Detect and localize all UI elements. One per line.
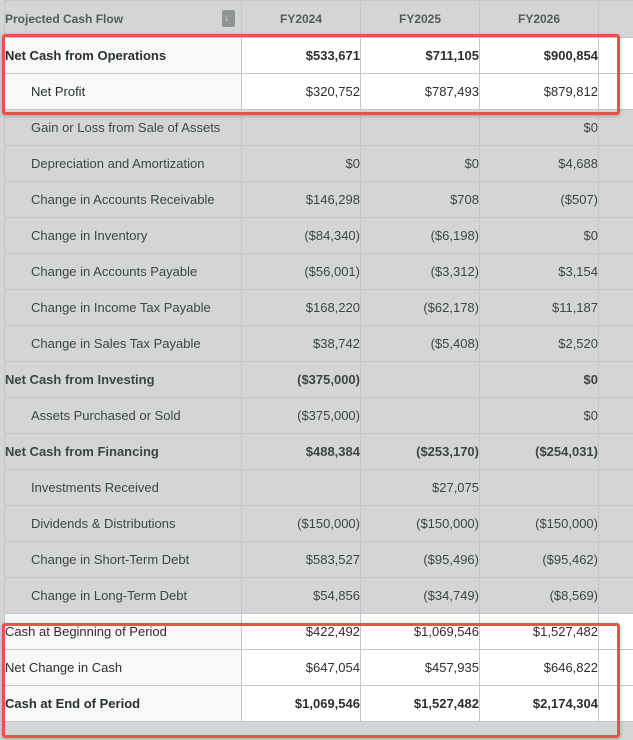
table-title-text: Projected Cash Flow bbox=[5, 12, 124, 26]
row-label: Cash at End of Period bbox=[5, 686, 242, 722]
row-label: Change in Inventory bbox=[5, 218, 242, 254]
row-label: Net Change in Cash bbox=[5, 650, 242, 686]
row-label: Assets Purchased or Sold bbox=[5, 398, 242, 434]
empty-cell bbox=[599, 578, 633, 614]
column-header-fy2025: FY2025 bbox=[361, 1, 480, 38]
row-value: $168,220 bbox=[242, 290, 361, 326]
row-label: Gain or Loss from Sale of Assets bbox=[5, 110, 242, 146]
table-row bbox=[5, 650, 633, 686]
row-value: $38,742 bbox=[242, 326, 361, 362]
empty-cell bbox=[599, 398, 633, 434]
row-value: $2,174,304 bbox=[480, 686, 599, 722]
row-value: $879,812 bbox=[480, 74, 599, 110]
row-value: ($150,000) bbox=[242, 506, 361, 542]
table-row bbox=[5, 362, 633, 398]
row-value: $146,298 bbox=[242, 182, 361, 218]
row-value bbox=[361, 110, 480, 146]
row-label: Depreciation and Amortization bbox=[5, 146, 242, 182]
row-label: Change in Income Tax Payable bbox=[5, 290, 242, 326]
empty-cell bbox=[599, 650, 633, 686]
row-value: $1,069,546 bbox=[242, 686, 361, 722]
empty-cell bbox=[599, 38, 633, 74]
row-label: Dividends & Distributions bbox=[5, 506, 242, 542]
row-value bbox=[242, 470, 361, 506]
row-value: $533,671 bbox=[242, 38, 361, 74]
row-value: ($62,178) bbox=[361, 290, 480, 326]
row-value: ($6,198) bbox=[361, 218, 480, 254]
row-value: ($507) bbox=[480, 182, 599, 218]
empty-cell bbox=[599, 218, 633, 254]
row-label: Change in Long-Term Debt bbox=[5, 578, 242, 614]
column-header-fy2024: FY2024 bbox=[242, 1, 361, 38]
table-row bbox=[5, 290, 633, 326]
table-title bbox=[5, 1, 242, 38]
cash-flow-table bbox=[4, 0, 633, 722]
row-value: ($95,462) bbox=[480, 542, 599, 578]
row-value: $0 bbox=[480, 110, 599, 146]
row-label: Net Cash from Financing bbox=[5, 434, 242, 470]
table-row bbox=[5, 326, 633, 362]
row-value bbox=[480, 470, 599, 506]
row-value bbox=[361, 362, 480, 398]
table-row bbox=[5, 254, 633, 290]
empty-cell bbox=[599, 434, 633, 470]
row-value: $4,688 bbox=[480, 146, 599, 182]
row-value: $488,384 bbox=[242, 434, 361, 470]
table-row bbox=[5, 38, 633, 74]
empty-cell bbox=[599, 74, 633, 110]
table-row bbox=[5, 398, 633, 434]
row-value: ($375,000) bbox=[242, 362, 361, 398]
empty-cell bbox=[599, 290, 633, 326]
table-row bbox=[5, 578, 633, 614]
row-label: Net Cash from Operations bbox=[5, 38, 242, 74]
header-row bbox=[5, 1, 633, 38]
table-row bbox=[5, 182, 633, 218]
download-file-icon[interactable] bbox=[222, 10, 235, 27]
empty-cell bbox=[599, 470, 633, 506]
table-row bbox=[5, 686, 633, 722]
row-label: Change in Short-Term Debt bbox=[5, 542, 242, 578]
table-row bbox=[5, 218, 633, 254]
empty-header-cell bbox=[599, 1, 633, 38]
row-value: ($254,031) bbox=[480, 434, 599, 470]
row-value: $0 bbox=[242, 146, 361, 182]
row-value: $422,492 bbox=[242, 614, 361, 650]
row-value: $54,856 bbox=[242, 578, 361, 614]
table-row bbox=[5, 146, 633, 182]
row-value: $711,105 bbox=[361, 38, 480, 74]
row-value: $646,822 bbox=[480, 650, 599, 686]
row-value: ($34,749) bbox=[361, 578, 480, 614]
column-header-fy2026: FY2026 bbox=[480, 1, 599, 38]
row-value: $787,493 bbox=[361, 74, 480, 110]
row-value bbox=[361, 398, 480, 434]
row-value: $0 bbox=[361, 146, 480, 182]
row-value: ($84,340) bbox=[242, 218, 361, 254]
row-label: Cash at Beginning of Period bbox=[5, 614, 242, 650]
row-value: ($56,001) bbox=[242, 254, 361, 290]
empty-cell bbox=[599, 182, 633, 218]
table-row bbox=[5, 110, 633, 146]
row-value: $647,054 bbox=[242, 650, 361, 686]
row-value: $1,069,546 bbox=[361, 614, 480, 650]
row-label: Investments Received bbox=[5, 470, 242, 506]
row-value: ($8,569) bbox=[480, 578, 599, 614]
table-row bbox=[5, 434, 633, 470]
empty-cell bbox=[599, 254, 633, 290]
row-label: Net Cash from Investing bbox=[5, 362, 242, 398]
table-row bbox=[5, 614, 633, 650]
empty-cell bbox=[599, 110, 633, 146]
row-value: ($150,000) bbox=[361, 506, 480, 542]
row-value: $583,527 bbox=[242, 542, 361, 578]
row-value: $3,154 bbox=[480, 254, 599, 290]
row-label: Change in Accounts Payable bbox=[5, 254, 242, 290]
empty-cell bbox=[599, 542, 633, 578]
row-value bbox=[242, 110, 361, 146]
table-row bbox=[5, 542, 633, 578]
empty-cell bbox=[599, 326, 633, 362]
row-value: $900,854 bbox=[480, 38, 599, 74]
table-row bbox=[5, 470, 633, 506]
row-value: ($3,312) bbox=[361, 254, 480, 290]
row-value: $320,752 bbox=[242, 74, 361, 110]
row-value: $27,075 bbox=[361, 470, 480, 506]
row-label: Net Profit bbox=[5, 74, 242, 110]
empty-cell bbox=[599, 506, 633, 542]
row-value: $2,520 bbox=[480, 326, 599, 362]
row-label: Change in Accounts Receivable bbox=[5, 182, 242, 218]
empty-cell bbox=[599, 146, 633, 182]
row-value: ($95,496) bbox=[361, 542, 480, 578]
row-label: Change in Sales Tax Payable bbox=[5, 326, 242, 362]
row-value: $0 bbox=[480, 218, 599, 254]
table-row bbox=[5, 74, 633, 110]
row-value: $11,187 bbox=[480, 290, 599, 326]
row-value: ($253,170) bbox=[361, 434, 480, 470]
empty-cell bbox=[599, 686, 633, 722]
row-value: $0 bbox=[480, 398, 599, 434]
row-value: ($150,000) bbox=[480, 506, 599, 542]
empty-cell bbox=[599, 362, 633, 398]
row-value: ($5,408) bbox=[361, 326, 480, 362]
row-value: $708 bbox=[361, 182, 480, 218]
row-value: $457,935 bbox=[361, 650, 480, 686]
table-row bbox=[5, 506, 633, 542]
row-value: $1,527,482 bbox=[361, 686, 480, 722]
empty-cell bbox=[599, 614, 633, 650]
row-value: ($375,000) bbox=[242, 398, 361, 434]
row-value: $1,527,482 bbox=[480, 614, 599, 650]
row-value: $0 bbox=[480, 362, 599, 398]
